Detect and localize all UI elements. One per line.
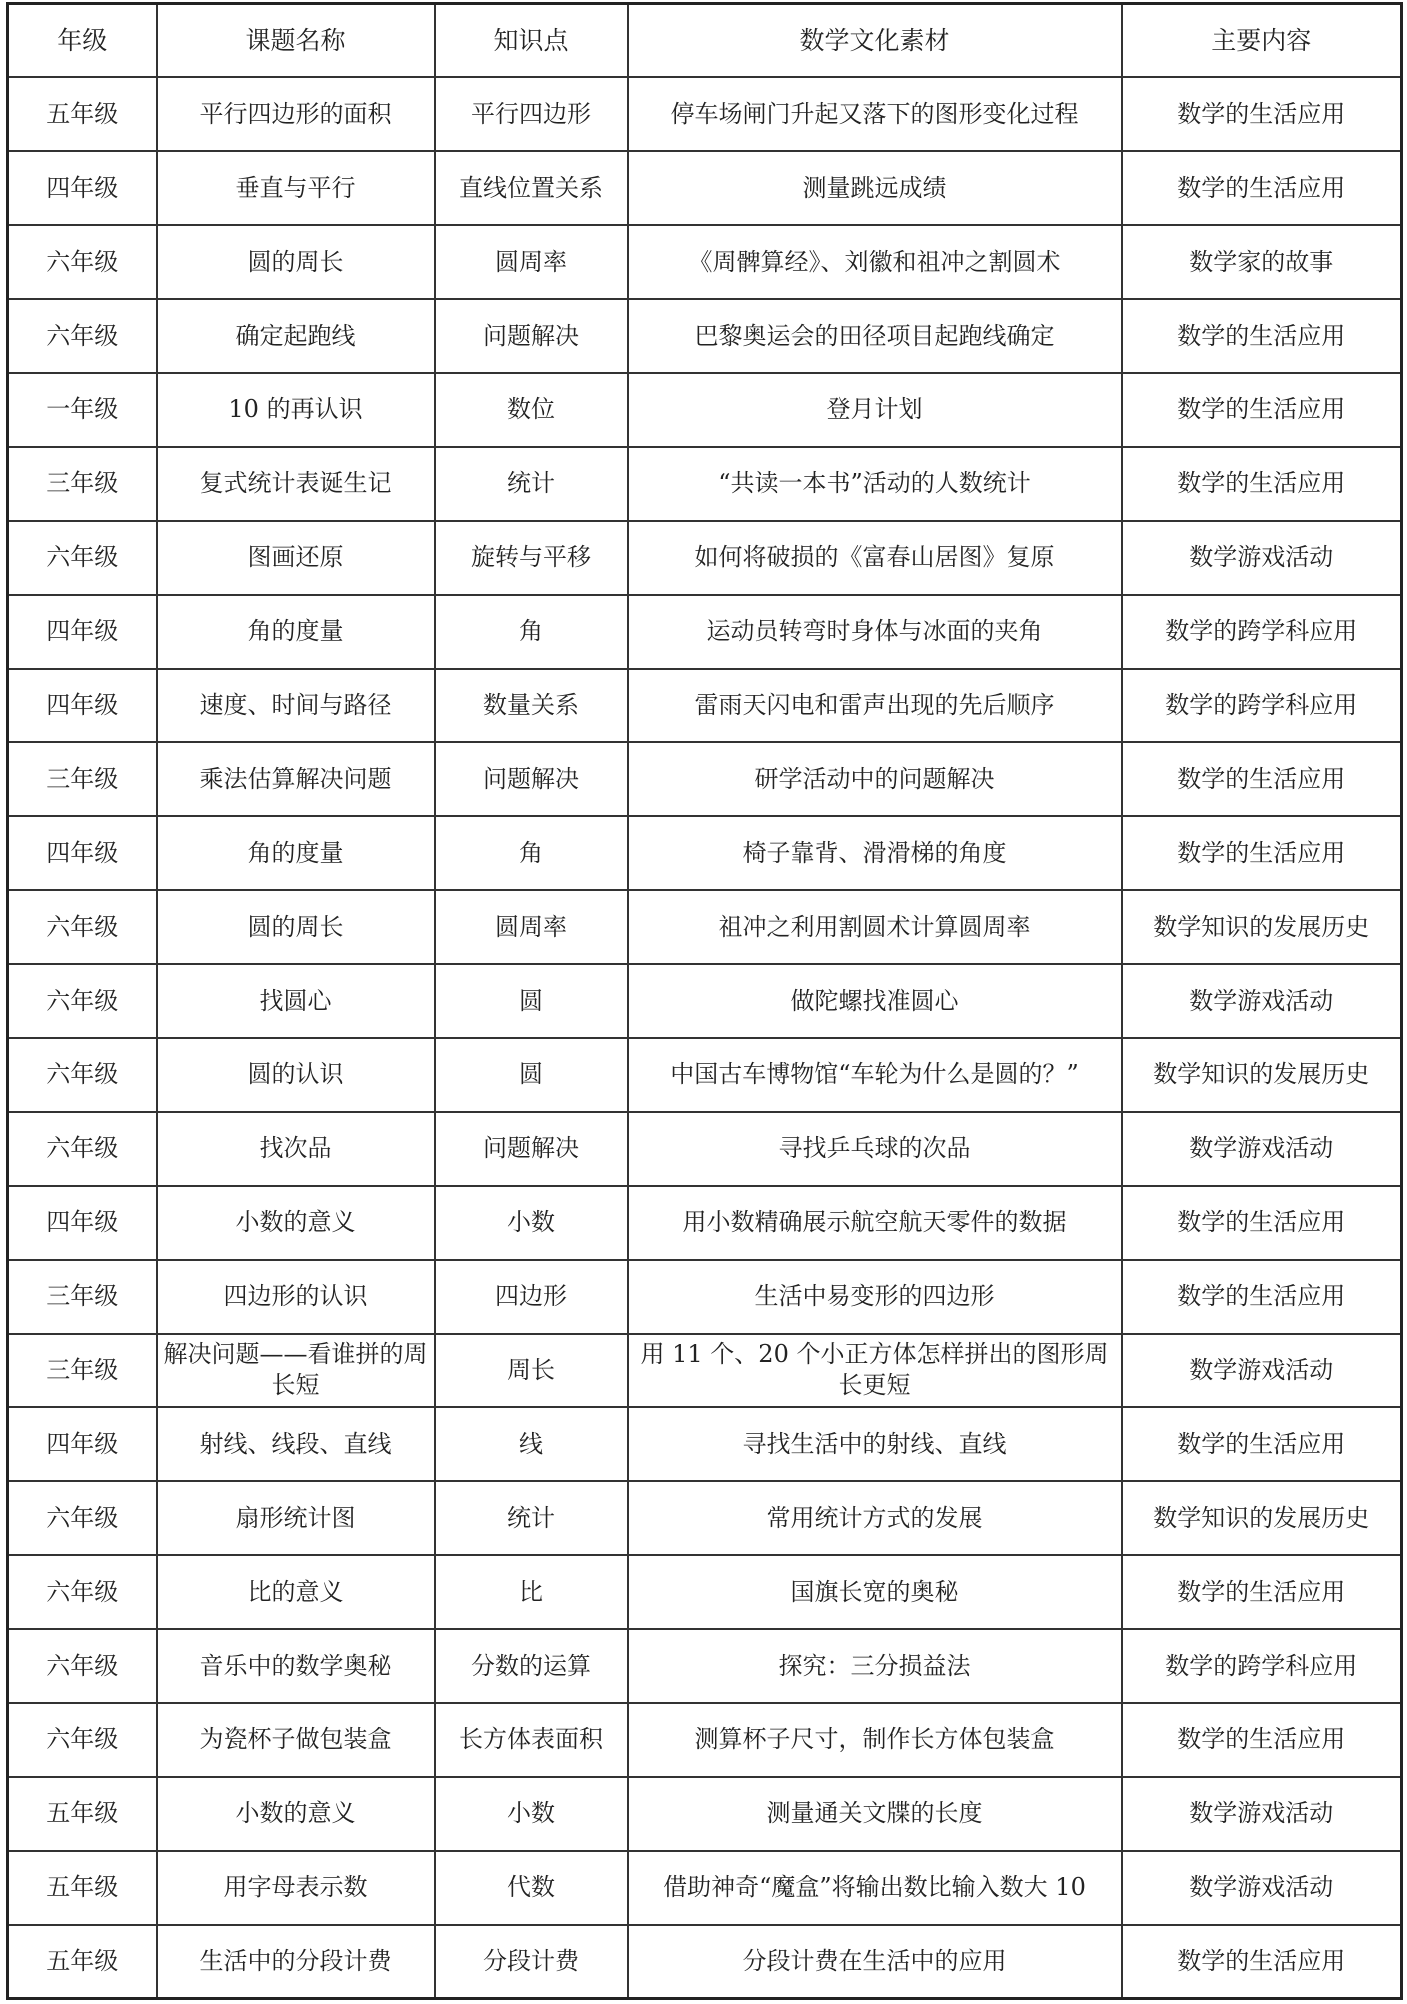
cell-knowledge-point: 代数 — [435, 1851, 628, 1925]
cell-grade: 三年级 — [8, 1260, 157, 1334]
table-row — [8, 1629, 1402, 1703]
cell-knowledge-point: 四边形 — [435, 1260, 628, 1334]
cell-grade: 五年级 — [8, 1777, 157, 1851]
cell-culture-material: 用小数精确展示航空航天零件的数据 — [628, 1186, 1122, 1260]
cell-main-content: 数学知识的发展历史 — [1122, 1481, 1402, 1555]
cell-culture-material: 做陀螺找准圆心 — [628, 964, 1122, 1038]
table-row — [8, 1038, 1402, 1112]
cell-culture-material: 研学活动中的问题解决 — [628, 742, 1122, 816]
cell-grade: 六年级 — [8, 1555, 157, 1629]
cell-grade: 六年级 — [8, 521, 157, 595]
cell-culture-material: 停车场闸门升起又落下的图形变化过程 — [628, 77, 1122, 151]
table-row — [8, 1186, 1402, 1260]
table-row — [8, 1112, 1402, 1186]
cell-topic: 射线、线段、直线 — [157, 1407, 435, 1481]
cell-culture-material: 生活中易变形的四边形 — [628, 1260, 1122, 1334]
table-row — [8, 1925, 1402, 1999]
cell-knowledge-point: 直线位置关系 — [435, 151, 628, 225]
cell-grade: 五年级 — [8, 1925, 157, 1999]
table-row — [8, 1555, 1402, 1629]
cell-knowledge-point: 周长 — [435, 1334, 628, 1408]
cell-culture-material: 测量通关文牒的长度 — [628, 1777, 1122, 1851]
cell-topic: 图画还原 — [157, 521, 435, 595]
cell-culture-material: 用 11 个、20 个小正方体怎样拼出的图形周长更短 — [628, 1334, 1122, 1408]
cell-main-content: 数学的生活应用 — [1122, 816, 1402, 890]
cell-knowledge-point: 圆周率 — [435, 225, 628, 299]
cell-culture-material: 登月计划 — [628, 373, 1122, 447]
cell-topic: 找圆心 — [157, 964, 435, 1038]
table-row — [8, 595, 1402, 669]
cell-grade: 四年级 — [8, 669, 157, 743]
table-row — [8, 447, 1402, 521]
cell-topic: 乘法估算解决问题 — [157, 742, 435, 816]
header-topic: 课题名称 — [157, 4, 435, 78]
cell-grade: 四年级 — [8, 151, 157, 225]
cell-grade: 六年级 — [8, 1703, 157, 1777]
cell-knowledge-point: 统计 — [435, 447, 628, 521]
cell-topic: 扇形统计图 — [157, 1481, 435, 1555]
cell-main-content: 数学的生活应用 — [1122, 1925, 1402, 1999]
cell-topic: 四边形的认识 — [157, 1260, 435, 1334]
table-row — [8, 1334, 1402, 1408]
cell-main-content: 数学的生活应用 — [1122, 1703, 1402, 1777]
cell-grade: 六年级 — [8, 890, 157, 964]
table-row — [8, 890, 1402, 964]
table-row — [8, 1703, 1402, 1777]
cell-culture-material: “共读一本书”活动的人数统计 — [628, 447, 1122, 521]
cell-knowledge-point: 问题解决 — [435, 742, 628, 816]
table-row — [8, 742, 1402, 816]
cell-topic: 速度、时间与路径 — [157, 669, 435, 743]
table-row — [8, 1481, 1402, 1555]
cell-culture-material: 常用统计方式的发展 — [628, 1481, 1122, 1555]
table-row — [8, 669, 1402, 743]
cell-knowledge-point: 圆 — [435, 964, 628, 1038]
table-row — [8, 521, 1402, 595]
cell-topic: 圆的周长 — [157, 890, 435, 964]
cell-topic: 角的度量 — [157, 595, 435, 669]
cell-knowledge-point: 圆 — [435, 1038, 628, 1112]
cell-knowledge-point: 问题解决 — [435, 1112, 628, 1186]
cell-culture-material: 探究：三分损益法 — [628, 1629, 1122, 1703]
cell-main-content: 数学知识的发展历史 — [1122, 890, 1402, 964]
cell-grade: 四年级 — [8, 1186, 157, 1260]
table-row — [8, 816, 1402, 890]
header-grade: 年级 — [8, 4, 157, 78]
table-row — [8, 373, 1402, 447]
table-row — [8, 1777, 1402, 1851]
cell-grade: 六年级 — [8, 964, 157, 1038]
cell-grade: 六年级 — [8, 1481, 157, 1555]
cell-main-content: 数学的跨学科应用 — [1122, 595, 1402, 669]
cell-topic: 小数的意义 — [157, 1186, 435, 1260]
cell-culture-material: 测量跳远成绩 — [628, 151, 1122, 225]
cell-main-content: 数学的生活应用 — [1122, 1407, 1402, 1481]
cell-topic: 平行四边形的面积 — [157, 77, 435, 151]
cell-topic: 角的度量 — [157, 816, 435, 890]
header-knowledge-point: 知识点 — [435, 4, 628, 78]
cell-topic: 10 的再认识 — [157, 373, 435, 447]
cell-culture-material: 国旗长宽的奥秘 — [628, 1555, 1122, 1629]
cell-main-content: 数学的生活应用 — [1122, 373, 1402, 447]
cell-knowledge-point: 统计 — [435, 1481, 628, 1555]
cell-knowledge-point: 小数 — [435, 1186, 628, 1260]
cell-knowledge-point: 数位 — [435, 373, 628, 447]
cell-culture-material: 《周髀算经》、刘徽和祖冲之割圆术 — [628, 225, 1122, 299]
cell-main-content: 数学游戏活动 — [1122, 1112, 1402, 1186]
cell-topic: 复式统计表诞生记 — [157, 447, 435, 521]
math-culture-table — [6, 2, 1403, 2000]
cell-knowledge-point: 分数的运算 — [435, 1629, 628, 1703]
cell-main-content: 数学游戏活动 — [1122, 1777, 1402, 1851]
cell-main-content: 数学的生活应用 — [1122, 151, 1402, 225]
cell-grade: 一年级 — [8, 373, 157, 447]
cell-knowledge-point: 角 — [435, 816, 628, 890]
header-row — [8, 4, 1402, 78]
cell-culture-material: 运动员转弯时身体与冰面的夹角 — [628, 595, 1122, 669]
cell-knowledge-point: 比 — [435, 1555, 628, 1629]
cell-main-content: 数学游戏活动 — [1122, 1851, 1402, 1925]
cell-main-content: 数学知识的发展历史 — [1122, 1038, 1402, 1112]
cell-topic: 找次品 — [157, 1112, 435, 1186]
table-body — [8, 77, 1402, 1998]
cell-main-content: 数学的生活应用 — [1122, 299, 1402, 373]
cell-topic: 垂直与平行 — [157, 151, 435, 225]
cell-topic: 解决问题——看谁拼的周长短 — [157, 1334, 435, 1408]
cell-culture-material: 椅子靠背、滑滑梯的角度 — [628, 816, 1122, 890]
cell-topic: 圆的周长 — [157, 225, 435, 299]
cell-culture-material: 祖冲之利用割圆术计算圆周率 — [628, 890, 1122, 964]
cell-knowledge-point: 角 — [435, 595, 628, 669]
cell-topic: 比的意义 — [157, 1555, 435, 1629]
cell-topic: 音乐中的数学奥秘 — [157, 1629, 435, 1703]
cell-main-content: 数学的生活应用 — [1122, 447, 1402, 521]
cell-knowledge-point: 小数 — [435, 1777, 628, 1851]
cell-culture-material: 借助神奇“魔盒”将输出数比输入数大 10 — [628, 1851, 1122, 1925]
cell-grade: 四年级 — [8, 595, 157, 669]
cell-topic: 小数的意义 — [157, 1777, 435, 1851]
cell-grade: 六年级 — [8, 299, 157, 373]
cell-topic: 为瓷杯子做包装盒 — [157, 1703, 435, 1777]
cell-main-content: 数学的生活应用 — [1122, 742, 1402, 816]
table-row — [8, 1851, 1402, 1925]
cell-main-content: 数学的生活应用 — [1122, 1260, 1402, 1334]
cell-main-content: 数学家的故事 — [1122, 225, 1402, 299]
cell-main-content: 数学游戏活动 — [1122, 964, 1402, 1038]
table-row — [8, 299, 1402, 373]
cell-knowledge-point: 问题解决 — [435, 299, 628, 373]
cell-grade: 三年级 — [8, 447, 157, 521]
cell-culture-material: 如何将破损的《富春山居图》复原 — [628, 521, 1122, 595]
table-row — [8, 964, 1402, 1038]
cell-knowledge-point: 平行四边形 — [435, 77, 628, 151]
cell-main-content: 数学的跨学科应用 — [1122, 669, 1402, 743]
header-culture-material: 数学文化素材 — [628, 4, 1122, 78]
cell-main-content: 数学游戏活动 — [1122, 1334, 1402, 1408]
cell-main-content: 数学游戏活动 — [1122, 521, 1402, 595]
cell-topic: 圆的认识 — [157, 1038, 435, 1112]
cell-knowledge-point: 数量关系 — [435, 669, 628, 743]
cell-culture-material: 寻找生活中的射线、直线 — [628, 1407, 1122, 1481]
cell-culture-material: 巴黎奥运会的田径项目起跑线确定 — [628, 299, 1122, 373]
cell-knowledge-point: 线 — [435, 1407, 628, 1481]
cell-culture-material: 分段计费在生活中的应用 — [628, 1925, 1122, 1999]
table-row — [8, 151, 1402, 225]
cell-knowledge-point: 长方体表面积 — [435, 1703, 628, 1777]
cell-culture-material: 寻找乒乓球的次品 — [628, 1112, 1122, 1186]
cell-main-content: 数学的跨学科应用 — [1122, 1629, 1402, 1703]
cell-grade: 四年级 — [8, 816, 157, 890]
table-row — [8, 1407, 1402, 1481]
table-row — [8, 77, 1402, 151]
header-main-content: 主要内容 — [1122, 4, 1402, 78]
cell-grade: 六年级 — [8, 225, 157, 299]
cell-knowledge-point: 分段计费 — [435, 1925, 628, 1999]
table-row — [8, 1260, 1402, 1334]
cell-grade: 六年级 — [8, 1629, 157, 1703]
cell-culture-material: 中国古车博物馆“车轮为什么是圆的？” — [628, 1038, 1122, 1112]
cell-grade: 三年级 — [8, 742, 157, 816]
cell-grade: 五年级 — [8, 77, 157, 151]
cell-grade: 五年级 — [8, 1851, 157, 1925]
cell-main-content: 数学的生活应用 — [1122, 77, 1402, 151]
cell-grade: 六年级 — [8, 1112, 157, 1186]
cell-knowledge-point: 旋转与平移 — [435, 521, 628, 595]
cell-culture-material: 雷雨天闪电和雷声出现的先后顺序 — [628, 669, 1122, 743]
cell-grade: 三年级 — [8, 1334, 157, 1408]
table-row — [8, 225, 1402, 299]
cell-topic: 用字母表示数 — [157, 1851, 435, 1925]
cell-main-content: 数学的生活应用 — [1122, 1555, 1402, 1629]
cell-topic: 确定起跑线 — [157, 299, 435, 373]
cell-topic: 生活中的分段计费 — [157, 1925, 435, 1999]
cell-grade: 四年级 — [8, 1407, 157, 1481]
cell-knowledge-point: 圆周率 — [435, 890, 628, 964]
cell-main-content: 数学的生活应用 — [1122, 1186, 1402, 1260]
cell-culture-material: 测算杯子尺寸，制作长方体包装盒 — [628, 1703, 1122, 1777]
cell-grade: 六年级 — [8, 1038, 157, 1112]
